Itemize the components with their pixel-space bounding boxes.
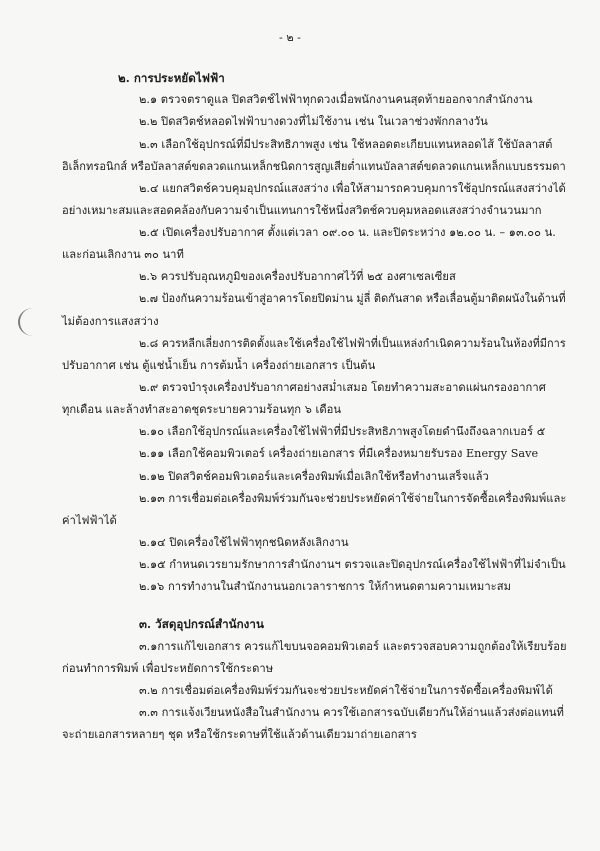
- section-2-item: ๒.๑๒ ปิดสวิตช์คอมพิวเตอร์และเครื่องพิมพ์เมื่อเลิกใช้หรือทำงานเสร็จแล้ว: [139, 470, 489, 483]
- section-2-item: ๒.๑ ตรวจตราดูแล ปิดสวิตช์ไฟฟ้าทุกดวงเมื่อพนักงานคนสุดท้ายออกจากสำนักงาน: [139, 93, 533, 106]
- section-2-item: ๒.๑๑ เลือกใช้คอมพิวเตอร์ เครื่องถ่ายเอกสาร ที่มีเครื่องหมายรับรอง Energy Save: [139, 447, 539, 460]
- section-2-item: ๒.๘ ควรหลีกเลี่ยงการติดตั้งและใช้เครื่องใช้ไฟฟ้าที่เป็นแหล่งกำเนิดความร้อนในห้องที่มีการ: [139, 337, 566, 350]
- section-2-item: ๒.๖ ควรปรับอุณหภูมิของเครื่องปรับอากาศไว้ที่ ๒๕ องศาเซลเซียส: [139, 270, 456, 283]
- punch-hole-mark: [18, 308, 48, 336]
- section-3-item-cont: ก่อนทำการพิมพ์ เพื่อประหยัดการใช้กระดาษ: [62, 662, 274, 675]
- section-2-item-cont: ไม่ต้องการแสงสว่าง: [62, 315, 159, 328]
- section-2-item-cont: อิเล็กทรอนิกส์ หรือบัลลาสต์ขดลวดแกนเหล็กชนิดการสูญเสียต่ำแทนบัลลาสต์ขดลวดแกนเหล็กแบบธรรมดา: [62, 160, 566, 173]
- section-2-item-cont: ปรับอากาศ เช่น ตู้แช่น้ำเย็น การต้มน้ำ เครื่องถ่ายเอกสาร เป็นต้น: [62, 359, 376, 372]
- section-2-item: ๒.๒ ปิดสวิตช์หลอดไฟฟ้าบางดวงที่ไม่ใช้งาน เช่น ในเวลาช่วงพักกลางวัน: [139, 115, 488, 128]
- section-2-item-cont: ทุกเดือน และล้างทำสะอาดชุดระบายความร้อนทุก ๖ เดือน: [62, 403, 342, 416]
- section-2-item: ๒.๙ ตรวจบำรุงเครื่องปรับอากาศอย่างสม่ำเสมอ โดยทำความสะอาดแผ่นกรองอากาศ: [139, 381, 546, 394]
- section-2-item-cont: ค่าไฟฟ้าได้: [62, 514, 117, 527]
- section-2-item: ๒.๑๕ กำหนดเวรยามรักษาการสำนักงานฯ ตรวจและปิดอุปกรณ์เครื่องใช้ไฟฟ้าที่ไม่จำเป็น: [139, 558, 566, 571]
- section-2-item-cont: และก่อนเลิกงาน ๓๐ นาที: [62, 248, 184, 261]
- section-2-item: ๒.๔ แยกสวิตช์ควบคุมอุปกรณ์แสงสว่าง เพื่อให้สามารถควบคุมการใช้อุปกรณ์แสงสว่างได้: [139, 182, 566, 195]
- section-2-item: ๒.๗ ป้องกันความร้อนเข้าสู่อาคารโดยปิดม่าน มู่ลี่ ติดกันสาด หรือเลื่อนตู้มาติดผนังในด้านที่: [139, 292, 566, 305]
- section-2-item: ๒.๑๐ เลือกใช้อุปกรณ์และเครื่องใช้ไฟฟ้าที่มีประสิทธิภาพสูงโดยดำนึงถึงฉลากเบอร์ ๕: [139, 425, 546, 438]
- section-2-item-cont: อย่างเหมาะสมและสอดคล้องกับความจำเป็นแทนการใช้หนึ่งสวิตช์ควบคุมหลอดแสงสว่างจำนวนมาก: [62, 204, 542, 217]
- page-number: - ๒ -: [279, 31, 301, 44]
- section-3-item: ๓.๓ การแจ้งเวียนหนังสือในสำนักงาน ควรใช้เอกสารฉบับเดียวกันให้อ่านแล้วส่งต่อแทนที่: [139, 706, 564, 719]
- section-2-item: ๒.๓ เลือกใช้อุปกรณ์ที่มีประสิทธิภาพสูง เช่น ใช้หลอดตะเกียบแทนหลอดไส้ ใช้บัลลาสต์: [139, 138, 553, 151]
- section-3-item: ๓.๒ การเชื่อมต่อเครื่องพิมพ์ร่วมกันจะช่วยประหยัดค่าใช้จ่ายในการจัดซื้อเครื่องพิมพ์ได้: [139, 684, 553, 697]
- section-3-item: ๓.๑การแก้ไขเอกสาร ควรแก้ไขบนจอคอมพิวเตอร์ และตรวจสอบความถูกต้องให้เรียบร้อย: [139, 640, 567, 653]
- section-2-heading: ๒. การประหยัดไฟฟ้า: [118, 71, 225, 85]
- section-3-heading: ๓. วัสดุอุปกรณ์สำนักงาน: [139, 617, 264, 631]
- section-2-item: ๒.๑๓ การเชื่อมต่อเครื่องพิมพ์ร่วมกันจะช่วยประหยัดค่าใช้จ่ายในการจัดซื้อเครื่องพิมพ์และ: [139, 492, 567, 505]
- section-3-item-cont: จะถ่ายเอกสารหลายๆ ชุด หรือใช้กระดาษที่ใช้แล้วด้านเดียวมาถ่ายเอกสาร: [62, 728, 417, 741]
- section-2-item: ๒.๑๔ ปิดเครื่องใช้ไฟฟ้าทุกชนิดหลังเลิกงาน: [139, 536, 349, 549]
- section-2-item: ๒.๕ เปิดเครื่องปรับอากาศ ตั้งแต่เวลา ๐๙.๐๐ น. และปิดระหว่าง ๑๒.๐๐ น. – ๑๓.๐๐ น.: [139, 226, 556, 239]
- section-2-item: ๒.๑๖ การทำงานในสำนักงานนอกเวลาราชการ ให้กำหนดตามความเหมาะสม: [139, 580, 512, 593]
